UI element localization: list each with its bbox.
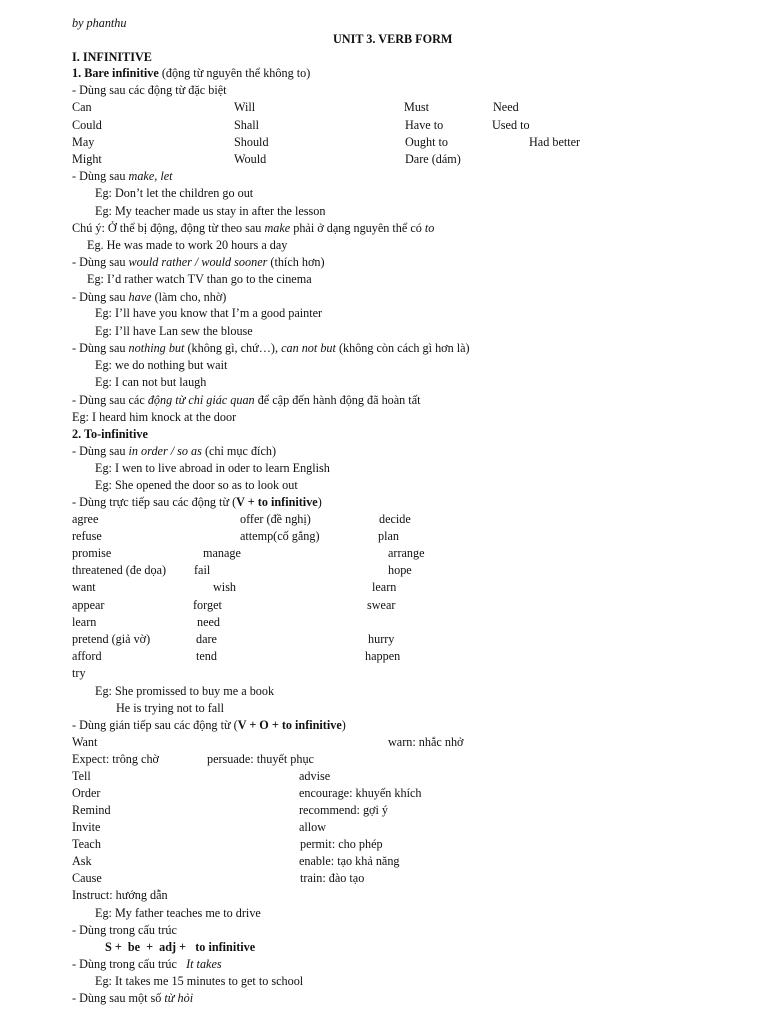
example: Eg: My teacher made us stay in after the lesson: [95, 204, 326, 218]
example: Eg: I wen to live abroad in oder to learn English: [95, 461, 330, 475]
verb-word: arrange: [388, 546, 425, 560]
example: Eg. He was made to work 20 hours a day: [87, 238, 288, 252]
rule-keyword: have: [128, 290, 152, 304]
verb-word: want: [72, 580, 96, 594]
example: Eg: we do nothing but wait: [95, 358, 228, 372]
vo-word: Invite: [72, 820, 101, 834]
rule-text: - Dùng sau các: [72, 393, 148, 407]
rule-text: - Dùng gián tiếp sau các động từ (: [72, 718, 238, 732]
verb-word: plan: [378, 529, 399, 543]
verb-word: refuse: [72, 529, 102, 543]
verb-word: offer (đề nghị): [240, 512, 311, 526]
vo-word: recommend: gợi ý: [299, 803, 389, 817]
note-keyword: to: [424, 221, 435, 235]
example: Eg: She opened the door so as to look out: [95, 478, 298, 492]
verb-word: appear: [72, 598, 105, 612]
example: Eg: I’ll have you know that I’m a good painter: [95, 306, 323, 320]
rule-in-order: [72, 444, 276, 459]
verb-word: agree: [72, 512, 99, 526]
structure-formula: S + be + adj + to infinitive: [105, 940, 256, 954]
example: Eg: I heard him knock at the door: [72, 410, 237, 424]
bare-infinitive-title: 1. Bare infinitive: [72, 66, 159, 80]
rule-text: - Dùng sau một số: [72, 991, 165, 1005]
rule-sense-verbs: [72, 393, 421, 408]
verb-word: hurry: [368, 632, 395, 646]
verb-word: promise: [72, 546, 112, 560]
rule-pattern: V + O + to infinitive: [237, 718, 342, 732]
rule-structure: - Dùng trong cấu trúc: [72, 923, 177, 937]
rule-make-let: [72, 169, 173, 184]
verb-word: forget: [193, 598, 222, 612]
modal-word: Might: [72, 152, 102, 166]
verb-word: manage: [203, 546, 241, 560]
modal-word: Should: [234, 135, 269, 149]
note-keyword: make: [264, 221, 291, 235]
example: Eg: I’ll have Lan sew the blouse: [95, 324, 253, 338]
verb-word: wish: [213, 580, 237, 594]
note-text: phải ở dạng nguyên thể có: [290, 221, 425, 235]
vo-word: allow: [299, 820, 327, 834]
modal-word: Can: [72, 100, 92, 114]
rule-special-verbs: - Dùng sau các động từ đặc biệt: [72, 83, 227, 97]
modal-word: Dare (dám): [405, 152, 461, 166]
verb-word: pretend (giả vờ): [72, 632, 151, 646]
example: Eg: Don’t let the children go out: [95, 186, 254, 200]
vo-word: Ask: [72, 854, 92, 868]
rule-gloss: (không còn cách gì hơn là): [335, 341, 470, 355]
rule-indirect-verbs: [72, 718, 346, 733]
vo-word: Order: [72, 786, 101, 800]
modal-word: Must: [404, 100, 430, 114]
modal-word: Would: [234, 152, 267, 166]
vo-word: Teach: [72, 837, 101, 851]
rule-direct-verbs: [72, 495, 322, 510]
modal-word: Have to: [405, 118, 444, 132]
vo-word: Expect: trông chờ: [72, 752, 159, 766]
rule-keyword: make, let: [128, 169, 173, 183]
modal-word: Will: [234, 100, 256, 114]
rule-text: để cập đến hành động đã hoàn tất: [254, 393, 421, 407]
verb-word: threatened (đe dọa): [72, 563, 167, 577]
verb-word: dare: [196, 632, 217, 646]
verb-word: tend: [196, 649, 217, 663]
rule-text: - Dùng sau: [72, 255, 129, 269]
verb-word: hope: [388, 563, 412, 577]
rule-keyword: can not but: [281, 341, 336, 355]
vo-word: Remind: [72, 803, 111, 817]
rule-text: - Dùng sau: [72, 444, 129, 458]
rule-would-rather: [72, 255, 325, 270]
verb-word: swear: [367, 598, 396, 612]
modal-word: Need: [493, 100, 519, 114]
rule-text: - Dùng sau: [72, 290, 129, 304]
to-infinitive-heading: 2. To-infinitive: [72, 427, 148, 441]
rule-gloss: (chỉ mục đích): [201, 444, 277, 458]
modal-word: Used to: [492, 118, 530, 132]
vo-word: persuade: thuyết phục: [207, 752, 314, 766]
rule-have: [72, 290, 226, 305]
rule-text: - Dùng trong cấu trúc: [72, 957, 187, 971]
author-credit: by phanthu: [72, 16, 127, 30]
rule-text: ): [317, 495, 322, 509]
vo-word: enable: tạo khả năng: [299, 854, 400, 868]
vo-word: Tell: [72, 769, 91, 783]
vo-word: Cause: [72, 871, 102, 885]
verb-word: attemp(cố gắng): [240, 529, 320, 543]
rule-keyword: would rather / would sooner: [128, 255, 268, 269]
rule-text: - Dùng sau: [72, 169, 129, 183]
rule-text: - Dùng trực tiếp sau các động từ (: [72, 495, 237, 509]
rule-keyword: động từ chỉ giác quan: [147, 393, 255, 407]
rule-nothing-but: [72, 341, 470, 356]
rule-keyword: từ hỏi: [164, 991, 194, 1005]
vo-word: permit: cho phép: [300, 837, 383, 851]
note-text: Chú ý: Ở thể bị động, động từ theo sau: [72, 221, 265, 235]
modal-word: May: [72, 135, 95, 149]
rule-it-takes: [72, 957, 222, 972]
example: He is trying not to fall: [116, 701, 224, 715]
example: Eg: I’d rather watch TV than go to the cinema: [87, 272, 312, 286]
modal-word: Could: [72, 118, 102, 132]
verb-word: need: [197, 615, 221, 629]
rule-text: ): [341, 718, 346, 732]
bare-infinitive-heading: [72, 66, 310, 81]
rule-gloss: (không gì, chứ…),: [184, 341, 282, 355]
verb-word: learn: [372, 580, 397, 594]
page-title: UNIT 3. VERB FORM: [333, 32, 453, 46]
modal-word: Had better: [529, 135, 581, 149]
vo-word: warn: nhắc nhở: [388, 735, 464, 749]
rule-pattern: V + to infinitive: [236, 495, 318, 509]
verb-word: happen: [365, 649, 401, 663]
verb-word: try: [72, 666, 86, 680]
verb-word: learn: [72, 615, 97, 629]
section-infinitive-heading: I. INFINITIVE: [72, 50, 152, 64]
vo-word: encourage: khuyến khích: [299, 786, 422, 800]
verb-word: afford: [72, 649, 102, 663]
vo-word: advise: [299, 769, 331, 783]
example: Eg: It takes me 15 minutes to get to school: [95, 974, 304, 988]
rule-keyword: in order / so as: [128, 444, 202, 458]
rule-text: - Dùng sau: [72, 341, 129, 355]
bare-infinitive-gloss: (động từ nguyên thể không to): [158, 66, 311, 80]
example: Eg: She promissed to buy me a book: [95, 684, 275, 698]
verb-word: decide: [379, 512, 411, 526]
rule-question-words: [72, 991, 193, 1006]
vo-word: Instruct: hướng dẫn: [72, 888, 168, 902]
rule-gloss: (thích hơn): [267, 255, 325, 269]
example: Eg: I can not but laugh: [95, 375, 207, 389]
modal-word: Shall: [234, 118, 260, 132]
rule-keyword: nothing but: [128, 341, 185, 355]
rule-gloss: (làm cho, nhờ): [151, 290, 227, 304]
rule-keyword: It takes: [186, 957, 222, 971]
example: Eg: My father teaches me to drive: [95, 906, 261, 920]
verb-word: fail: [194, 563, 211, 577]
modal-word: Ought to: [405, 135, 448, 149]
note-passive: [72, 221, 434, 236]
vo-word: train: đào tạo: [300, 871, 365, 885]
vo-word: Want: [72, 735, 98, 749]
